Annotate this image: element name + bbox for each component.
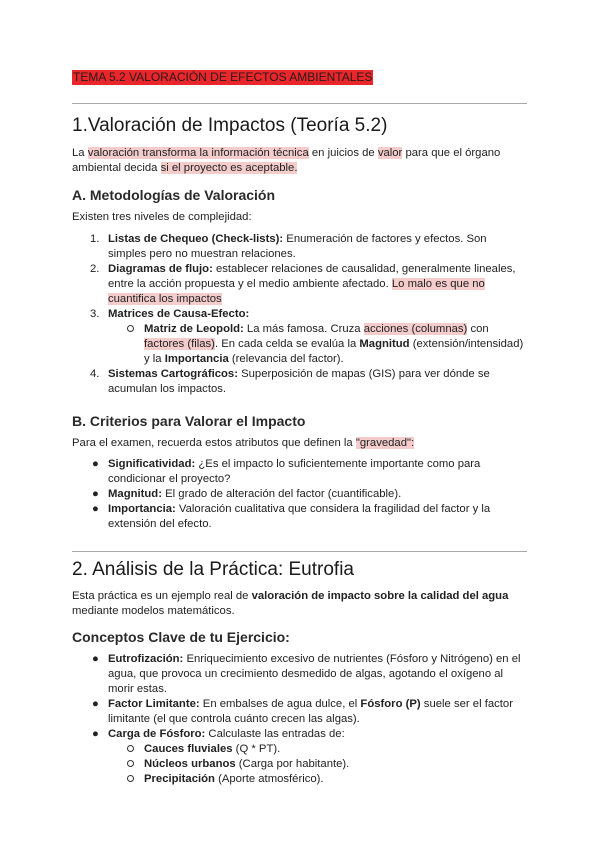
section-divider	[72, 551, 527, 552]
list-item: Precipitación (Aporte atmosférico).	[144, 772, 527, 787]
list-item: 4. Sistemas Cartográficos: Superposición de mapas (GIS) para ver dónde se acumulan los impactos.	[90, 368, 490, 395]
hollow-bullet-icon	[127, 760, 134, 767]
hollow-bullet-icon	[127, 745, 134, 752]
section-1-intro: La valoración transforma la información técnica en juicios de valor para que el órgano ambiental decida si el proyecto es aceptable.	[72, 147, 501, 174]
subsection-b-title: B. Criterios para Valorar el Impacto	[72, 413, 306, 429]
list-item: 1. Listas de Chequeo (Check-lists): Enumeración de factores y efectos. Son simples pero no muestran relaciones.	[90, 233, 487, 260]
bullet-icon: ●	[92, 503, 99, 515]
concepts-list	[92, 652, 527, 787]
topic-banner: TEMA 5.2 VALORACIÓN DE EFECTOS AMBIENTALES	[73, 70, 373, 84]
leopold-sublist	[144, 322, 527, 367]
bullet-icon: ●	[92, 698, 99, 710]
bullet-icon: ●	[92, 653, 99, 665]
section-2-intro: Esta práctica es un ejemplo real de valoración de impacto sobre la calidad del agua mediante modelos matemáticos.	[72, 590, 509, 617]
hollow-bullet-icon	[127, 325, 134, 332]
section-divider	[72, 103, 527, 104]
key-concepts-title: Conceptos Clave de tu Ejercicio:	[72, 629, 290, 645]
bullet-icon: ●	[92, 728, 99, 740]
list-item: 3. Matrices de Causa-Efecto: Matriz de Leopold: La más famosa. Cruza acciones (columnas) con factores (filas). En cada celda se evalúa la Magnitud (extensión/intensidad) y la Importancia (relevancia del factor).	[108, 307, 527, 367]
list-item: ● Carga de Fósforo: Calculaste las entradas de: Cauces fluviales (Q * PT). Núcleos urbanos (Carga por habitante). Precipitación (Aporte atmosférico).	[108, 727, 527, 787]
subsection-a-title: A. Metodologías de Valoración	[72, 187, 276, 203]
criteria-list	[92, 457, 527, 532]
section-2-title: 2. Análisis de la Práctica: Eutrofia	[72, 559, 354, 580]
list-item: ● Significatividad: ¿Es el impacto lo suficientemente importante como para condicionar el proyecto?	[92, 458, 481, 485]
methodologies-list	[90, 232, 527, 397]
subsection-b-lead: Para el examen, recuerda estos atributos que definen la "gravedad":	[72, 437, 415, 449]
page-content	[72, 68, 527, 787]
list-item: Núcleos urbanos (Carga por habitante).	[144, 757, 527, 772]
bullet-icon: ●	[92, 458, 99, 470]
list-item: ● Eutrofización: Enriquecimiento excesivo de nutrientes (Fósforo y Nitrógeno) en el agua, que provoca un crecimiento desmedido de algas, agotando el oxígeno al morir estas.	[92, 653, 521, 695]
list-item: ● Importancia: Valoración cualitativa que considera la fragilidad del factor y la extensión del efecto.	[92, 503, 491, 530]
section-1-title: 1.Valoración de Impactos (Teoría 5.2)	[72, 115, 388, 136]
bullet-icon: ●	[92, 488, 99, 500]
list-item: ● Factor Limitante: En embalses de agua dulce, el Fósforo (P) suele ser el factor limitante (el que controla cuánto crecen las algas).	[92, 698, 513, 725]
list-item: ● Magnitud: El grado de alteración del factor (cuantificable).	[92, 488, 402, 500]
list-item: Matriz de Leopold: La más famosa. Cruza acciones (columnas) con factores (filas). En cada celda se evalúa la Magnitud (extensión/intensidad) y la Importancia (relevancia del factor).	[144, 322, 527, 367]
phosphorus-sources-sublist	[144, 742, 527, 787]
hollow-bullet-icon	[127, 775, 134, 782]
list-item: 2. Diagramas de flujo: establecer relaciones de causalidad, generalmente lineales, entre la acción propuesta y el medio ambiente afectado. Lo malo es que no cuantifica los impactos	[90, 263, 516, 305]
subsection-a-lead: Existen tres niveles de complejidad:	[72, 211, 252, 223]
list-item: Cauces fluviales (Q * PT).	[144, 742, 527, 757]
